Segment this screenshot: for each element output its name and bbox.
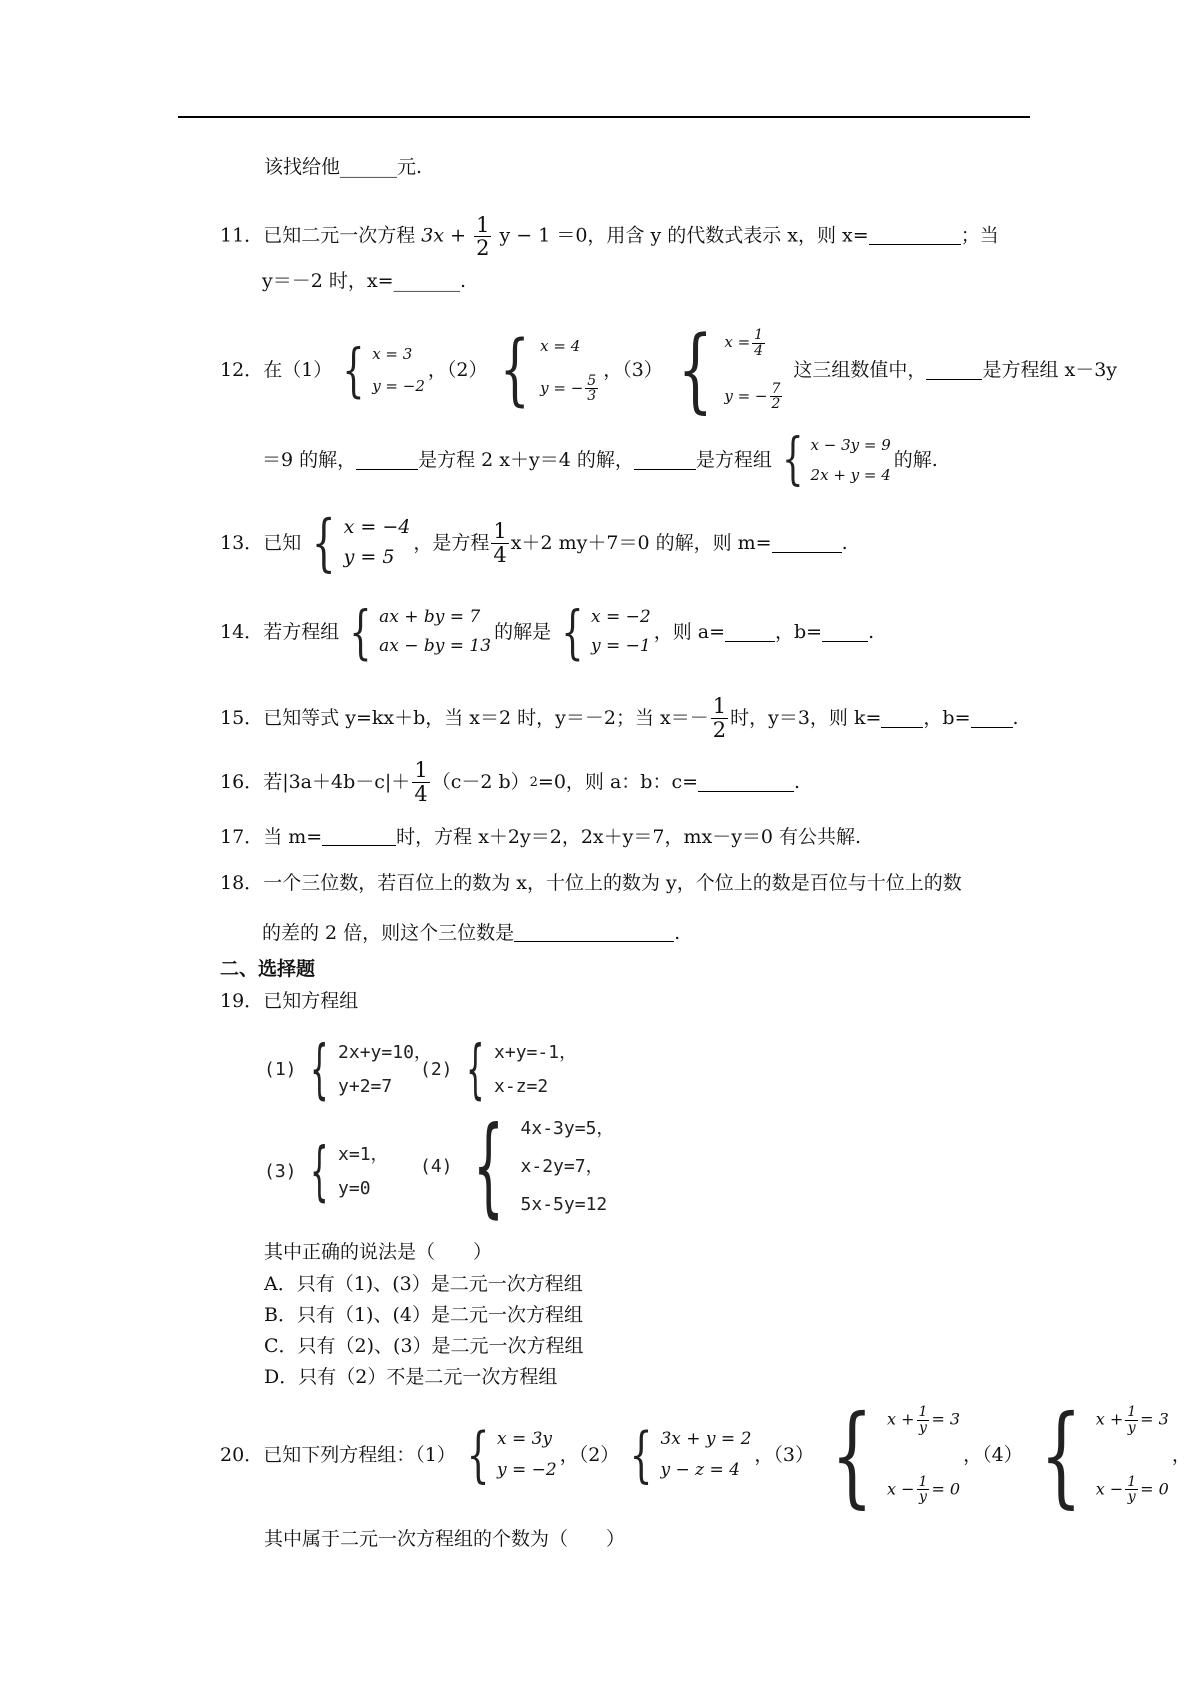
answer-blank <box>514 922 674 942</box>
answer-blank <box>772 533 842 553</box>
fraction: $\frac{1}{4}$ <box>414 758 428 806</box>
option-a[interactable]: A．只有（1)、(3）是二元一次方程组 <box>264 1273 583 1295</box>
q20-number: 20． <box>220 1443 264 1466</box>
q10-continuation: 该找给他______元. <box>264 156 423 178</box>
q11-line2: y＝－2 时，x=_______. <box>262 270 467 292</box>
question-15: 15． 已知等式 y=kx＋b，当 x＝2 时，y＝－2；当 x＝－ $\frac{1}{2}$ 时，y＝3，则 k= ，b= . <box>220 694 1019 742</box>
q12-line2: ＝9 的解， 是方程 2 x＋y＝4 的解， 是方程组 { x − 3y = 9 2x + y = 4 的解. <box>262 427 938 492</box>
answer-blank <box>822 622 868 642</box>
answer-blank <box>926 360 982 380</box>
q13-number: 13． <box>220 531 264 554</box>
q19-system-1: (1) { 2x+y=10， y+2=7 <box>264 1033 432 1107</box>
equation-system: { x = $\frac{1}{4}$ y = − $\frac{7}{2}$ <box>677 316 781 423</box>
q19-system-3: (3) { x=1， y=0 <box>264 1135 389 1209</box>
q18-line2: 的差的 2 倍，则这个三位数是 . <box>262 922 681 944</box>
fraction: $\frac{1}{2}$ <box>476 213 490 261</box>
option-d[interactable]: D．只有（2）不是二元一次方程组 <box>264 1366 558 1388</box>
q20-stem: 其中属于二元一次方程组的个数为（ ） <box>264 1528 626 1550</box>
answer-blank <box>725 622 775 642</box>
equation-system: { x = 3 y = −2 <box>342 336 425 404</box>
answer-blank <box>881 708 923 728</box>
equation-system: { x = −2 y = −1 <box>561 598 651 666</box>
question-17: 17．当 m= 时，方程 x＋2y＝2，2x＋y＝7，mx－y＝0 有公共解. <box>220 826 862 848</box>
q12-number: 12． <box>220 358 264 381</box>
question-19: 19．已知方程组 <box>220 990 359 1012</box>
answer-blank <box>971 708 1013 728</box>
equation-system: { x = 4 y = − $\frac{5}{3}$ <box>500 325 597 415</box>
question-12: 12． 在（1） { x = 3 y = −2 ，（2） { x = 4 y = − $\frac{5}{3}$ ，（3） { x = $\frac{1}{4}$ y = − $\frac{7}{2}$ 这三组数值中， 是方程组 x－3y <box>220 316 1118 423</box>
fraction: $\frac{1}{2}$ <box>712 694 727 742</box>
equation-system: { 3x + y = 2 y − z = 4 <box>629 1420 752 1490</box>
fraction: $\frac{1}{4}$ <box>493 519 507 567</box>
q15-number: 15． <box>220 706 264 729</box>
question-13: 13． 已知 { x = −4 y = 5 ，是方程 $\frac{1}{4}$ x＋2 my＋7＝0 的解，则 m= . <box>220 506 848 579</box>
q19-system-4: (4) { 4x-3y=5， x-2y=7， 5x-5y=12 <box>420 1104 615 1229</box>
question-16: 16． 若|3a＋4b－c|＋ $\frac{1}{4}$ （c－2 b） 2 =0，则 a：b：c= . <box>220 758 801 806</box>
q19-system-2: (2) { x+y=-1， x-z=2 <box>420 1033 578 1107</box>
question-18: 18．一个三位数，若百位上的数为 x，十位上的数为 y，个位上的数是百位与十位上的数 <box>220 872 962 894</box>
option-c[interactable]: C．只有（2)、(3）是二元一次方程组 <box>264 1335 584 1357</box>
q11-number: 11． <box>220 224 264 247</box>
header-rule <box>178 116 1030 118</box>
equation-system: { x = 3y y = −2 <box>466 1420 557 1490</box>
option-b[interactable]: B．只有（1)、(4）是二元一次方程组 <box>264 1304 583 1326</box>
question-14: 14． 若方程组 { ax + by = 7 ax − by = 13 的解是 { x = −2 y = −1 ，则 a= ，b= . <box>220 598 875 666</box>
q16-number: 16． <box>220 770 264 793</box>
equation-system: { x = −4 y = 5 <box>312 506 411 579</box>
question-11: 11．已知二元一次方程 3x + $\frac{1}{2}$ y − 1 ＝0，用含 y 的代数式表示 x，则 x= ；当 <box>220 213 999 261</box>
answer-blank <box>698 772 794 792</box>
equation-system: { x + $\frac{1}{y}$ = 3 x − $\frac{1}{y}$ = 0 <box>831 1391 961 1519</box>
q19-number: 19． <box>220 990 264 1012</box>
question-20: 20． 已知下列方程组：（1） { x = 3y y = −2 ，（2） { 3x + y = 2 y − z = 4 ，（3） { x + $\frac{1}{y}$ = 3 x − $\frac{1}{y}$ = 0 ，（4） { x + $\frac{1}{y}$ = 3 x − $\frac{1}{y}$ = 0 ， <box>220 1391 1191 1519</box>
answer-blank <box>322 826 396 846</box>
answer-blank <box>356 450 418 470</box>
answer-blank <box>869 225 961 245</box>
answer-blank <box>634 450 696 470</box>
equation-system: { ax + by = 7 ax − by = 13 <box>349 598 492 666</box>
q18-number: 18． <box>220 872 264 894</box>
q14-number: 14． <box>220 620 264 643</box>
q17-number: 17． <box>220 826 264 848</box>
section-heading: 二、选择题 <box>220 958 316 980</box>
equation-system: { x + $\frac{1}{y}$ = 3 x − $\frac{1}{y}$ = 0 <box>1039 1391 1169 1519</box>
equation-system: { x − 3y = 9 2x + y = 4 <box>782 427 891 492</box>
q19-stem: 其中正确的说法是（ ） <box>264 1241 493 1263</box>
